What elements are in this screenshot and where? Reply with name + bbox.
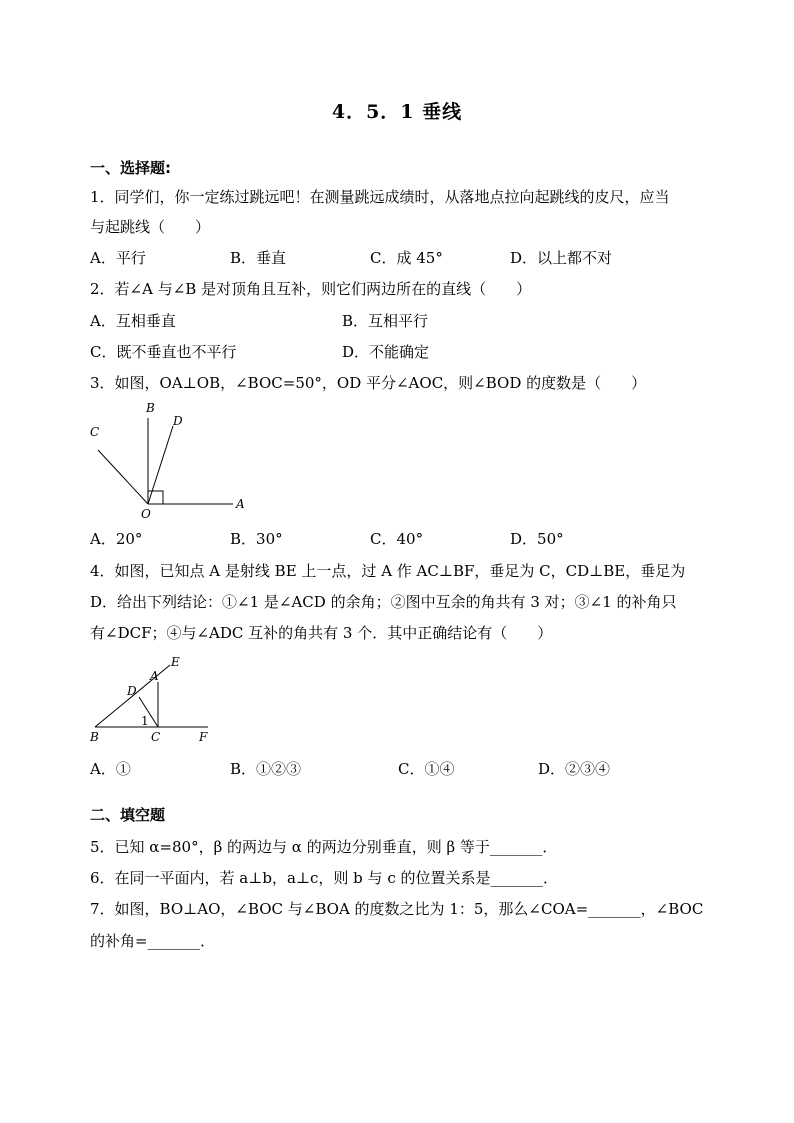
- label-c: C: [90, 425, 100, 439]
- question-7-text-cont: 的补角=_______．: [90, 932, 216, 950]
- question-2-text: 2．若∠A 与∠B 是对顶角且互补，则它们两边所在的直线（ ）: [90, 280, 532, 298]
- question-6-text: 6．在同一平面内，若 a⊥b，a⊥c，则 b 与 c 的位置关系是_______．: [90, 869, 558, 887]
- q4-figure-triangle: [85, 652, 225, 747]
- q3-option-b: B．30°: [230, 530, 283, 548]
- label-d: D: [173, 414, 183, 428]
- q1-option-b: B．垂直: [230, 249, 287, 267]
- q1-option-c: C．成 45°: [370, 249, 443, 267]
- ray-od: [148, 426, 173, 504]
- label-e: E: [171, 655, 180, 669]
- q1-option-a: A．平行: [90, 249, 146, 267]
- section-heading-choice: 一、选择题:: [90, 159, 171, 177]
- q3-option-c: C．40°: [370, 530, 424, 548]
- ray-oc: [98, 450, 148, 504]
- question-4-text-cont: D．给出下列结论：①∠1 是∠ACD 的余角；②图中互余的角共有 3 对；③∠1 的补角只: [90, 593, 677, 611]
- q2-option-d: D．不能确定: [342, 343, 430, 361]
- q2-option-b: B．互相平行: [342, 312, 429, 330]
- label-o: O: [141, 507, 151, 521]
- label-a: A: [150, 669, 159, 683]
- question-1-text-cont: 与起跳线（ ）: [90, 218, 211, 236]
- question-3-text: 3．如图，OA⊥OB，∠BOC=50°，OD 平分∠AOC，则∠BOD 的度数是（ ）: [90, 374, 647, 392]
- q4-option-c: C．①④: [398, 760, 455, 778]
- page-title: 4．5．1 垂线: [331, 101, 463, 123]
- q4-option-d: D．②③④: [538, 760, 611, 778]
- label-b: B: [90, 730, 99, 744]
- label-c: C: [151, 730, 161, 744]
- q3-option-a: A．20°: [90, 530, 143, 548]
- label-d: D: [127, 684, 137, 698]
- question-4-text: 4．如图，已知点 A 是射线 BE 上一点，过 A 作 AC⊥BF，垂足为 C，CD⊥BE，垂足为: [90, 562, 686, 580]
- q2-option-c: C．既不垂直也不平行: [90, 343, 237, 361]
- section-heading-fill: 二、填空题: [90, 806, 166, 824]
- q1-option-d: D．以上都不对: [510, 249, 613, 267]
- q3-option-d: D．50°: [510, 530, 564, 548]
- q3-figure-angles: [85, 398, 260, 523]
- question-7-text: 7．如图，BO⊥AO，∠BOC 与∠BOA 的度数之比为 1：5，那么∠COA=_______，∠BOC: [90, 900, 704, 918]
- question-5-text: 5．已知 α=80°，β 的两边与 α 的两边分别垂直，则 β 等于_______．: [90, 838, 558, 856]
- label-angle-1: 1: [141, 714, 149, 728]
- q2-option-a: A．互相垂直: [90, 312, 176, 330]
- question-1-text: 1．同学们，你一定练过跳远吧！在测量跳远成绩时，从落地点拉向起跳线的皮尺，应当: [90, 188, 670, 206]
- question-4-text-cont2: 有∠DCF；④与∠ADC 互补的角共有 3 个．其中正确结论有（ ）: [90, 624, 553, 642]
- label-f: F: [199, 730, 208, 744]
- label-a: A: [236, 497, 245, 511]
- label-b: B: [146, 401, 155, 415]
- q4-option-b: B．①②③: [230, 760, 302, 778]
- q4-option-a: A．①: [90, 760, 131, 778]
